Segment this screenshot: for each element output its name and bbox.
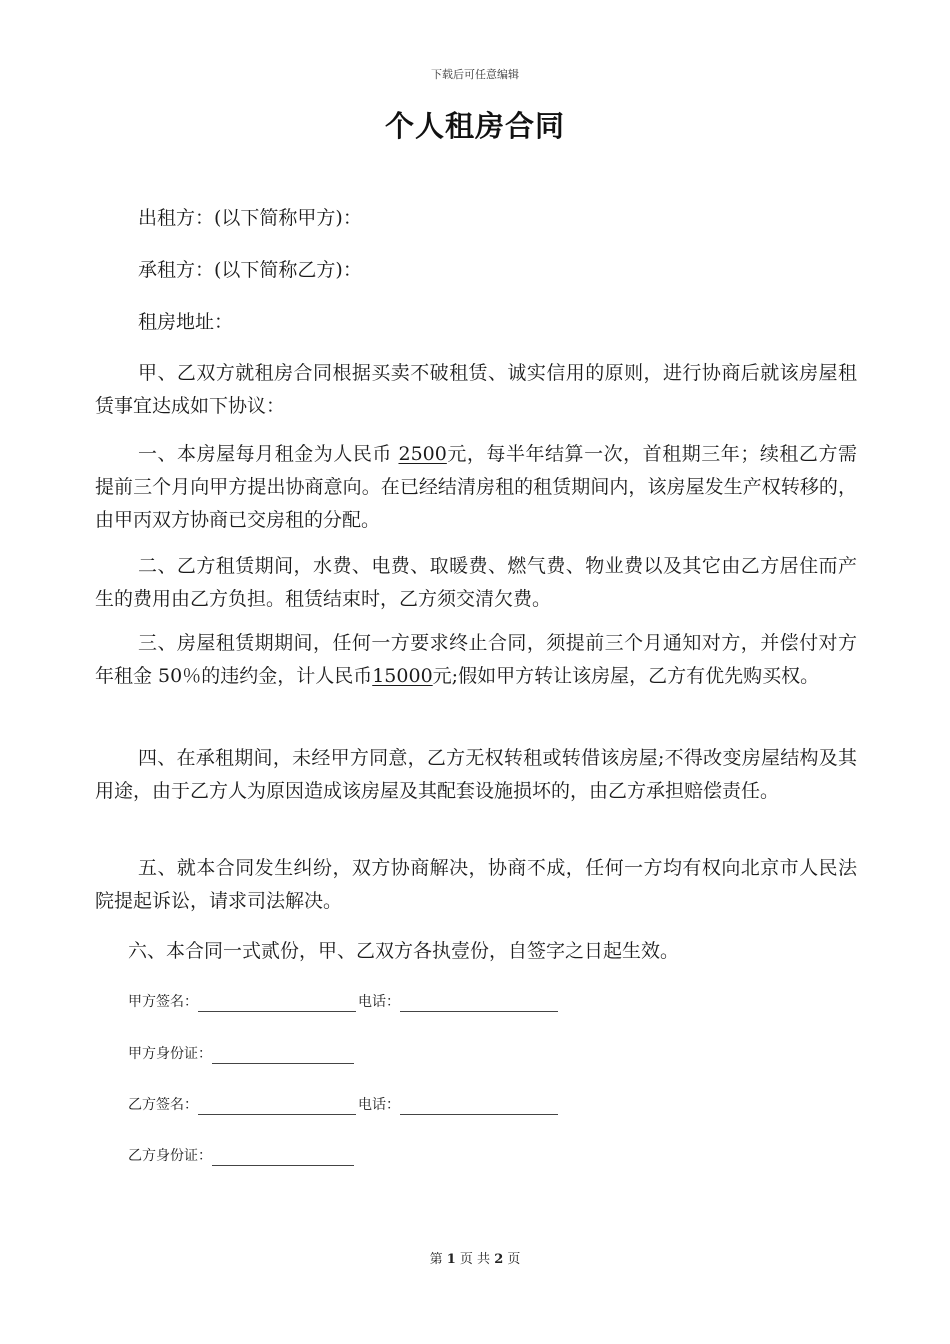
address-line: 租房地址： xyxy=(138,311,234,333)
party-a-id-field[interactable] xyxy=(212,1047,354,1064)
party-b-phone-label: 电话： xyxy=(358,1097,400,1113)
party-a-id-row xyxy=(128,1044,356,1064)
party-b-id-label: 乙方身份证： xyxy=(128,1148,212,1164)
party-a-signature-row xyxy=(128,992,560,1012)
party-b-sign-field[interactable] xyxy=(198,1098,356,1115)
clause-3-text-rest: 元;假如甲方转让该房屋，乙方有优先购买权。 xyxy=(432,665,820,687)
clause-2: 二、乙方租赁期间，水费、电费、取暖费、燃气费、物业费以及其它由乙方居住而产生的费用由乙方负担。租赁结束时，乙方须交清欠费。 xyxy=(95,555,857,610)
clause-3-text: 三、房屋租赁期期间，任何一方要求终止合同，须提前三个月通知对方，并偿付对方年租金 50％的违约金，计人民币 xyxy=(95,632,857,687)
clause-1-text: 一、本房屋每月租金为人民币 xyxy=(138,443,399,465)
header-note: 下载后可任意编辑 xyxy=(431,68,519,81)
party-a-sign-field[interactable] xyxy=(198,995,356,1012)
footer-suffix: 页 xyxy=(507,1252,521,1267)
party-a-phone-label: 电话： xyxy=(358,994,400,1010)
footer-page-number: 1 xyxy=(446,1252,456,1267)
clause-4: 四、在承租期间，未经甲方同意，乙方无权转租或转借该房屋;不得改变房屋结构及其用途，由于乙方人为原因造成该房屋及其配套设施损坏的，由乙方承担赔偿责任。 xyxy=(95,747,857,802)
clause-1 xyxy=(95,438,857,537)
clause-6: 六、本合同一式贰份，甲、乙双方各执壹份，自签字之日起生效。 xyxy=(128,940,680,962)
page-footer xyxy=(0,1248,950,1267)
party-b-signature-row xyxy=(128,1095,560,1115)
clause-1-text-rest: 元，每半年结算一次，首租期三年；续租乙方需提前三个月向甲方提出协商意向。在已经结清房租的租赁期间内，该房屋发生产权转移的，由甲丙双方协商已交房租的分配。 xyxy=(95,443,857,531)
intro-paragraph: 甲、乙双方就租房合同根据买卖不破租赁、诚实信用的原则，进行协商后就该房屋租赁事宜达成如下协议： xyxy=(95,362,857,417)
document-title: 个人租房合同 xyxy=(384,109,565,143)
party-b-id-row xyxy=(128,1146,356,1166)
party-b-phone-field[interactable] xyxy=(400,1098,558,1115)
party-a-sign-label: 甲方签名： xyxy=(128,994,198,1010)
footer-middle: 页 共 xyxy=(459,1252,491,1267)
rent-amount: 2500 xyxy=(398,443,447,465)
party-a-phone-field[interactable] xyxy=(400,995,558,1012)
party-b-sign-label: 乙方签名： xyxy=(128,1097,198,1113)
lessor-line: 出租方：(以下简称甲方)： xyxy=(138,207,362,229)
clause-3 xyxy=(95,627,857,693)
clause-5: 五、就本合同发生纠纷，双方协商解决，协商不成，任何一方均有权向北京市人民法院提起诉讼，请求司法解决。 xyxy=(95,857,857,912)
lessee-line: 承租方：(以下简称乙方)： xyxy=(138,259,362,281)
party-b-id-field[interactable] xyxy=(212,1149,354,1166)
footer-total-pages: 2 xyxy=(494,1252,504,1267)
party-a-id-label: 甲方身份证： xyxy=(128,1046,212,1062)
penalty-amount: 15000 xyxy=(372,665,433,687)
footer-prefix: 第 xyxy=(429,1252,443,1267)
